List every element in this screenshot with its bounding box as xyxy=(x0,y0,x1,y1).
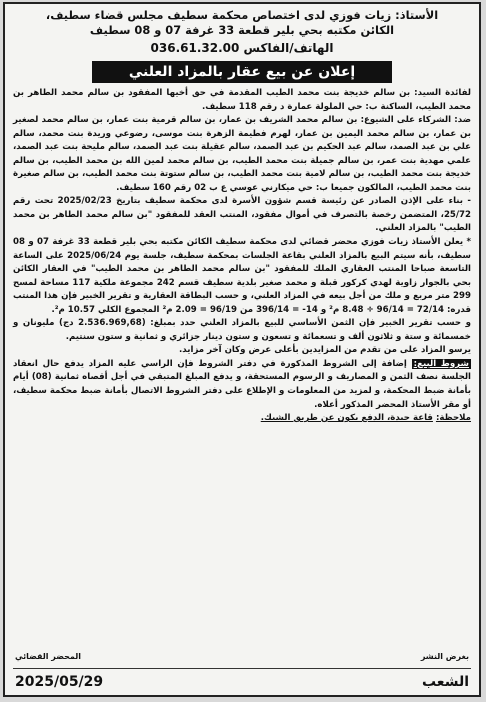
bailiff-address-line: الكائن مكتبه بحي بلير قطعة 33 غرفة 07 و 08 سطيف xyxy=(89,23,395,37)
phone-label: الهاتف/الفاكس xyxy=(243,41,334,55)
beneficiary-paragraph: لفائدة السيد: بن سالم خديجة بنت محمد الطيب المقدمة في حق أخيها المفقود بن سالم محمد الطاهر بن محمد الطيب، الساكنة ب: حي الملولة عمارة د رقم 118 سطيف. xyxy=(13,88,471,112)
note-label: ملاحظة: xyxy=(435,413,471,424)
sale-conditions-text: إضافة إلى الشروط المذكورة في دفتر الشروط فإن الراسي عليه المزاد يدفع حال انعقاد الجلسة نصف الثمن و المصاريف و الرسوم المستحقة، و يدفع المبلغ المتبقي في أجل أقصاه ثمانية (08) أيام بأمانة ضبط المحكمة، و لمزيد من المعلومات و الإطلاع على دفتر الشروط الاتصال بأمانة ضبط محكمة سطيف، أو مقر الأستاذ المحضر المذكور أعلاه. xyxy=(13,358,471,410)
publication-purpose: بغرض النشر xyxy=(420,652,469,661)
winning-bid-paragraph: يرسو المزاد على من تقدم من المزايدين بأعلى عرض وكان آخر مزايد. xyxy=(179,345,471,356)
note-paragraph xyxy=(13,412,471,426)
phone-line xyxy=(13,40,471,56)
sale-conditions-label: شروط البيع: xyxy=(413,358,469,369)
publication-date: 2025/05/29 xyxy=(15,674,104,690)
signature-row xyxy=(15,652,469,666)
footer-divider xyxy=(13,668,471,669)
authorization-paragraph: - بناء على الإذن الصادر عن رئيسة قسم شؤون الأسرة لدى محكمة سطيف بتاريخ 2025/02/23 تحت رقم 25/72، المتضمن رخصة بالتصرف في أموال مفقود، المنتب العقد للمفقود "بن سالم محمد الطاهر بن محمد الطيب" بالمزاد العلني. xyxy=(13,196,471,234)
defendants-paragraph: ضد: الشركاء على الشيوع: بن سالم محمد الشريف بن عمار، بن سالم قرمية بنت عمار، بن سالم محمد لصغير بن عمار، بن سالم محمد اليمين بن عمار، لهرم فطيمة الزهرة بنت موسى، رضوعي وريدة بنت محمد، سالم علي بن عبد الصمد، سالم عبد الحكيم بن عبد الصمد، سالم عقيلة بنت عبد الصمد، سالم مليحة بنت عبد الصمد، علمي مهدية بنت عمر، بن سالم جميلة بنت محمد الطيب، بن سالم محمد لمين الله بن محمد الطيب، بن سالم خديجة بنت محمد الطيب، بن سالم لامية بنت محمد الطيب، بن سالم ستوتة بنت محمد الطيب، بن سالم صغيرة بنت محمد الطيب، المالكون جميعا ب: حي ميكارني عوسي ع ب 02 رقم 160 سطيف. xyxy=(13,115,471,193)
note-text: قاعة جيدة، الدفع يكون عن طريق الشيك. xyxy=(260,413,433,424)
phone-number: 036.61.32.00 xyxy=(150,41,240,55)
notice-title-banner: إعلان عن بيع عقار بالمزاد العلني xyxy=(92,61,392,83)
legal-notice-page xyxy=(3,2,481,697)
auction-announcement-paragraph: * يعلن الأستاذ زيات فوزي محضر قضائي لدى محكمة سطيف الكائن مكتبه بحي بلير قطعة 33 غرفة 07 و 08 سطيف، بأنه سيتم البيع بالمزاد العلني بقاعة الجلسات بمحكمة سطيف، جلسة يوم 2025/06/24 على الساعة التاسعة صباحا المنتب العقاري الملك للمفقود "بن سالم محمد الطاهر بن محمد الطيب" في العقار الكائن بحي بالجوار زاوية لهدي كركور قبلة و محمد صغير بلدية سطيف قسم 242 مجموعة ملكية 117 مساحة لمسح 299 متر مربع و ملك من أجل بيعه في المزاد العلني، و حسب البطاقة العقارية و تقرير الخبير فإن هذا المنتب قدره: 72/14 = 96/14 ÷ 8.48 م² و 14- = 396/14 من 96/19 = 2.09 م² المجموع الكلي 10.57 م². xyxy=(13,237,471,315)
base-price-paragraph: و حسب تقرير الخبير فإن الثمن الأساسي للبيع بالمزاد العلني حدد بمبلغ: (2.536.969,68 دج) مليونان و خمسمائة و ستة و ثلاثون ألف و تسعمائة و تسعون و ستون دينار جزائري و ثمانية و ستون سنتيم. xyxy=(13,318,471,342)
bailiff-signature: المحضر القضائي xyxy=(15,652,82,661)
newspaper-name: الشعب xyxy=(421,674,469,690)
sale-conditions-paragraph xyxy=(13,358,471,412)
notice-body xyxy=(13,87,471,426)
bailiff-name-line: الأستاذ: زيات فوزي لدى اختصاص محكمة سطيف مجلس قضاء سطيف، xyxy=(45,8,439,22)
publication-footer xyxy=(15,672,469,692)
